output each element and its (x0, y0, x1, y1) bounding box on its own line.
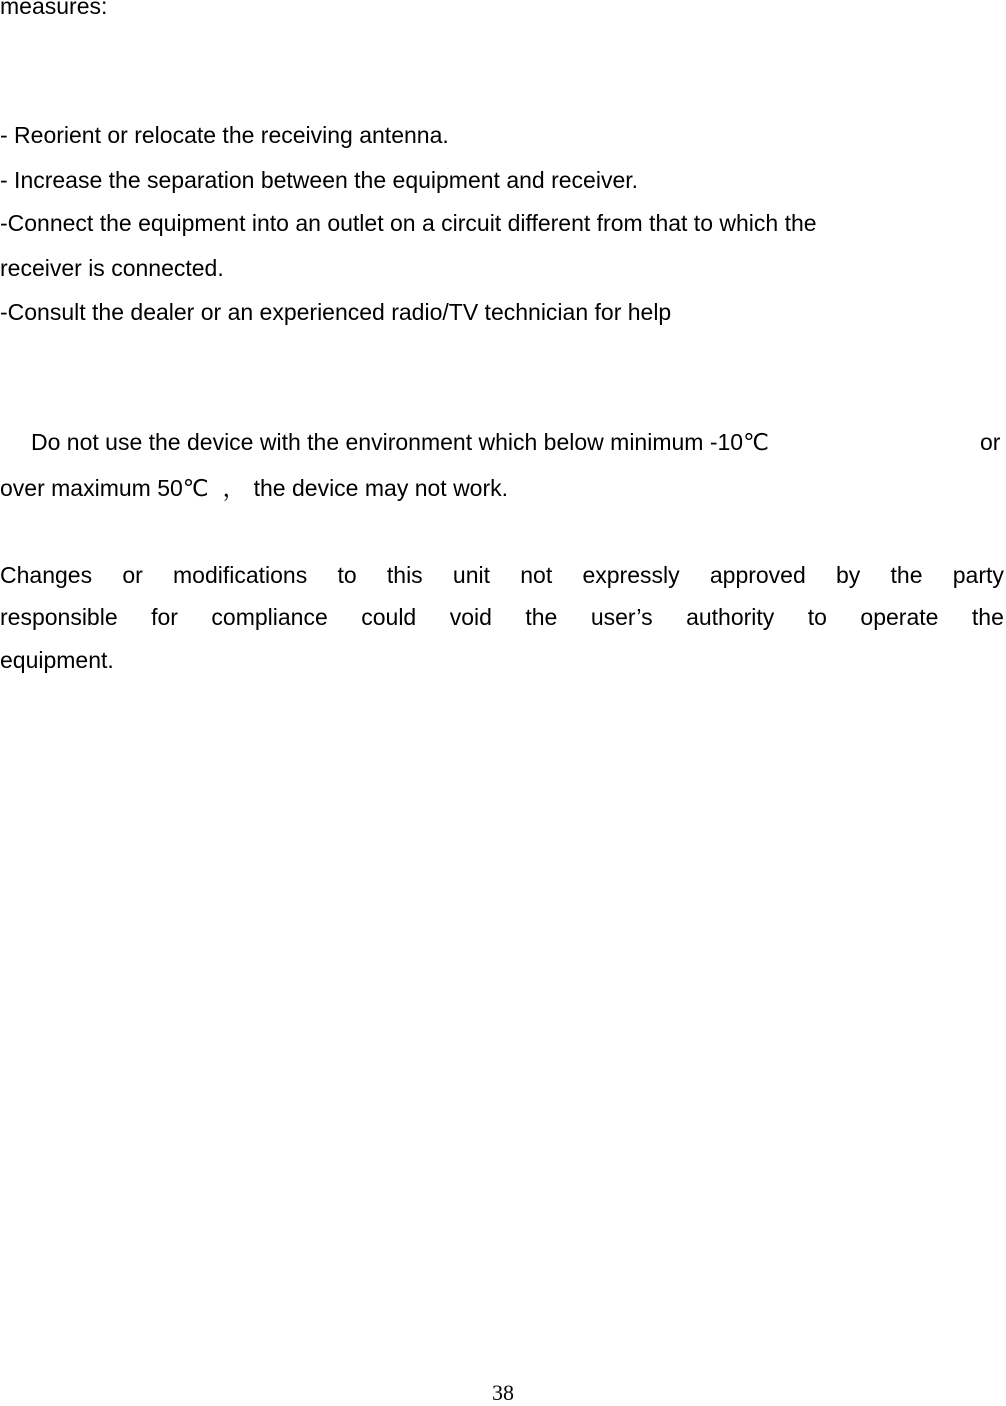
celsius-unit: ℃ (182, 476, 209, 502)
word: user’s (590, 604, 653, 630)
temperature-notice-line (31, 427, 769, 458)
fullwidth-comma: ， (222, 476, 246, 502)
list-item (0, 208, 1004, 238)
word: the (525, 604, 558, 630)
word: compliance (211, 604, 328, 630)
word: to (337, 562, 357, 588)
list-item: receiver is connected. (0, 255, 224, 281)
temperature-notice-text: Do not use the device with the environment which below minimum -10 (31, 429, 744, 455)
word: responsible (0, 604, 118, 630)
celsius-unit: ℃ (743, 430, 769, 456)
word: for (151, 604, 178, 630)
word: unit (452, 562, 491, 588)
warning-line (0, 560, 1004, 590)
word: void (449, 604, 492, 630)
word: approved (709, 562, 806, 588)
warning-line: equipment. (0, 647, 114, 673)
word: or (122, 562, 143, 588)
word: party (952, 562, 1004, 588)
measures-label: measures: (0, 0, 108, 19)
word: could (361, 604, 417, 630)
word: by (836, 562, 861, 588)
word: the (890, 562, 923, 588)
word: this (386, 562, 423, 588)
word: Changes (0, 562, 93, 588)
list-item: -Consult the dealer or an experienced radio/TV technician for help (0, 299, 672, 325)
word: not (520, 562, 553, 588)
list-item: - Increase the separation between the equipment and receiver. (0, 167, 639, 193)
warning-line (0, 602, 1004, 632)
word: operate (860, 604, 939, 630)
page-number: 38 (492, 1380, 514, 1405)
temperature-notice-text: over maximum 50 (0, 475, 183, 501)
word: modifications (173, 562, 308, 588)
list-item: - Reorient or relocate the receiving antenna. (0, 122, 449, 148)
word: authority (686, 604, 775, 630)
temperature-notice-word: or (980, 429, 1001, 455)
word: to (807, 604, 827, 630)
temperature-notice-text: the device may not work. (253, 475, 509, 501)
temperature-notice-line (0, 473, 508, 504)
word: the (971, 604, 1004, 630)
list-item-text: -Connect the equipment into an outlet on a circuit different from that to which the (0, 210, 817, 236)
word: expressly (582, 562, 680, 588)
